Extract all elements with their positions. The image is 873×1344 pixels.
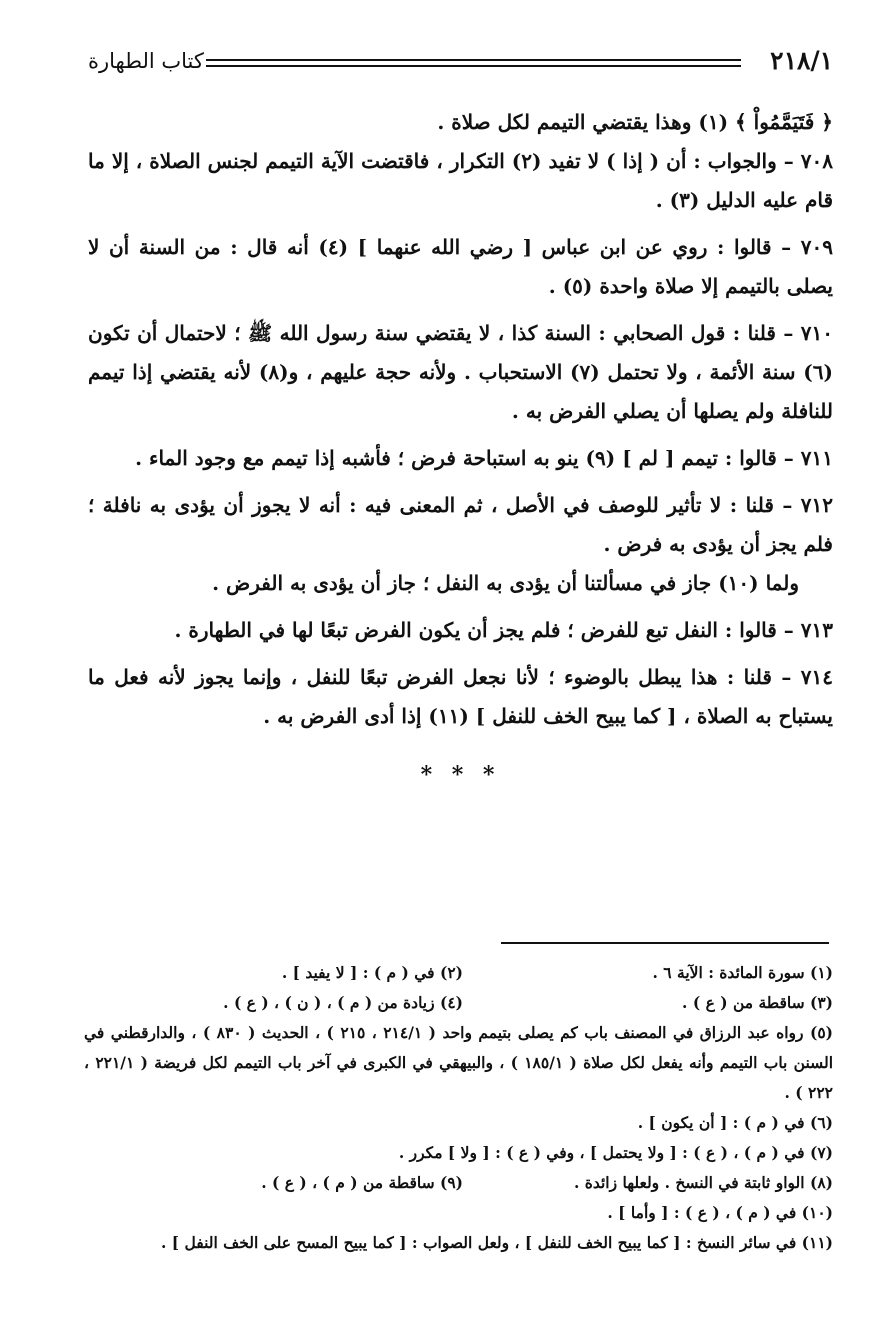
page-number: ٢١٨/١ (770, 46, 833, 75)
footnote-6: (٦) في ( م ) : [ أن يكون ] . (637, 1113, 833, 1132)
section-separator: * * * (420, 762, 501, 788)
footnote-row (84, 988, 833, 1018)
paragraph-710: ٧١٠ – قلنا : قول الصحابي : السنة كذا ، لا يقتضي سنة رسول الله ﷺ ؛ لاحتمال أن تكون (٦) سنة الأئمة ، ولا تحتمل (٧) الاستحباب . ولأنه حجة عليهم ، و(٨) لأنه يقتضي إذا تيمم للنافلة ولم يصلها أن يصلي الفرض به . (88, 321, 833, 423)
footnote-2: (٢) في ( م ) : [ لا يفيد ] . (281, 963, 463, 982)
footnote-9: (٩) ساقطة من ( م ) ، ( ع ) . (261, 1173, 463, 1192)
footnotes (84, 958, 833, 1258)
footnote-row (84, 1168, 833, 1198)
main-text (88, 103, 833, 795)
footnote-separator (501, 942, 829, 944)
paragraph-711: ٧١١ – قالوا : تيمم [ لم ] (٩) ينو به استباحة فرض ؛ فأشبه إذا تيمم مع وجود الماء . (135, 446, 833, 470)
footnote-3: (٣) ساقطة من ( ع ) . (682, 993, 833, 1012)
footnote-1: (١) سورة المائدة : الآية ٦ . (652, 963, 833, 982)
paragraph-712: ٧١٢ – قلنا : لا تأثير للوصف في الأصل ، ثم المعنى فيه : أنه لا يجوز أن يؤدى به نافلة ؛ فلم يجز أن يؤدى به فرض . (88, 493, 833, 556)
footnote-4: (٤) زيادة من ( م ) ، ( ن ) ، ( ع ) . (223, 993, 463, 1012)
footnote-7: (٧) في ( م ) ، ( ع ) : [ ولا يحتمل ] ، وفي ( ع ) : [ ولا ] مكرر . (398, 1143, 833, 1162)
page-header (88, 42, 833, 82)
paragraph-walamma: ولما (١٠) جاز في مسألتنا أن يؤدى به النفل ؛ جاز أن يؤدى به الفرض . (212, 571, 799, 595)
footnote-5: (٥) رواه عبد الرزاق في المصنف باب كم يصلى بتيمم واحد ( ٢١٤/١ ، ٢١٥ ) ، الحديث ( ٨٣٠ ) ، والدارقطني في السنن باب التيمم وأنه يفعل لكل صلاة ( ١٨٥/١ ) ، والبيهقي في الكبرى في آخر باب التيمم لكل فريضة ( ٢٢١/١ ، ٢٢٢ ) . (84, 1023, 833, 1102)
footnote-row (84, 958, 833, 988)
paragraph-708: ٧٠٨ – والجواب : أن ( إذا ) لا تفيد (٢) التكرار ، فاقتضت الآية التيمم لجنس الصلاة ، إلا ما قام عليه الدليل (٣) . (88, 149, 833, 212)
header-double-rule (206, 59, 741, 67)
footnote-10: (١٠) في ( م ) ، ( ع ) : [ وأما ] . (607, 1203, 833, 1222)
paragraph-714: ٧١٤ – قلنا : هذا يبطل بالوضوء ؛ لأنا نجعل الفرض تبعًا للنفل ، وإنما يجوز لأنه فعل ما يستباح به الصلاة ، [ كما يبيح الخف للنفل ] (١١) إذا أدى الفرض به . (88, 665, 833, 728)
footnote-11: (١١) في سائر النسخ : [ كما يبيح الخف للنفل ] ، ولعل الصواب : [ كما يبيح المسح على الخف النفل ] . (160, 1233, 833, 1252)
book-title: كتاب الطهارة (88, 49, 204, 73)
paragraph-713: ٧١٣ – قالوا : النفل تبع للفرض ؛ فلم يجز أن يكون الفرض تبعًا لها في الطهارة . (174, 618, 833, 642)
footnote-8: (٨) الواو ثابتة في النسخ . ولعلها زائدة . (573, 1173, 833, 1192)
paragraph-709: ٧٠٩ – قالوا : روي عن ابن عباس [ رضي الله عنهما ] (٤) أنه قال : من السنة أن لا يصلى بالتيمم إلا صلاة واحدة (٥) . (88, 235, 833, 298)
paragraph-verse: ﴿ فَتَيَمَّمُواْ ﴾ (١) وهذا يقتضي التيمم لكل صلاة . (437, 110, 833, 134)
footnote-row (84, 1108, 833, 1138)
